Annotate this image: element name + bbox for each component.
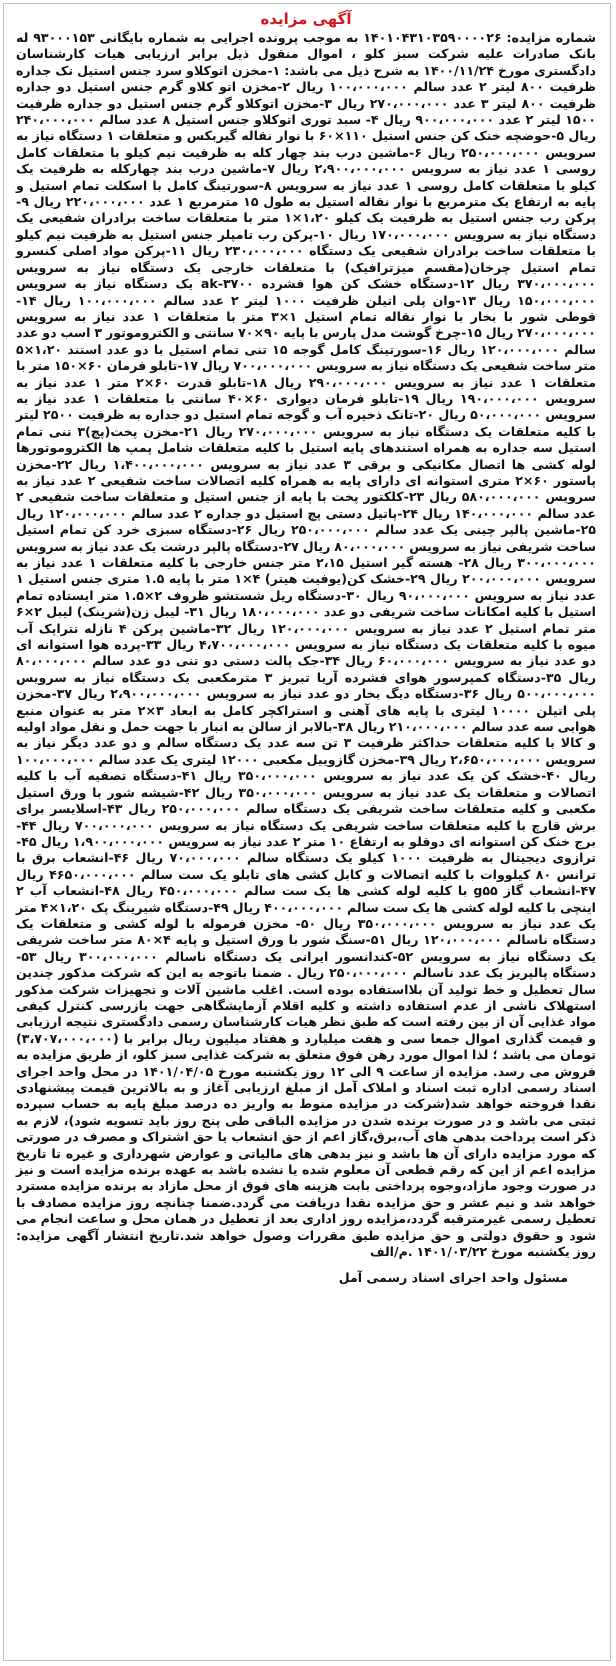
notice-signature: مسئول واحد اجرای اسناد رسمی آمل bbox=[338, 1270, 568, 1286]
notice-body: شماره مزایده: ۱۴۰۱۰۴۳۱۰۳۵۹۰۰۰۰۲۶ به موجب پرونده اجرایی به شماره بایگانی ۹۳۰۰۰۱۵۳ له بانک صادرات علیه شرکت سبز کلو ، اموال منقول ذیل برابر ارزیابی هیات کارشناسان دادگستری مورخ ۱۴۰۰/۱۱/۲۴ به شرح ذیل می باشد: ۱-مخزن اتوکلاو سرد جنس استیل تک جداره ظرفیت ۸۰۰ لیتر ۲ عدد سالم ۱۰۰،۰۰۰،۰۰۰ ریال ۲-مخزن اتو کلاو گرم جنس استیل دو جداره ظرفیت ۸۰۰ لیتر ۳ عدد ۲۷۰،۰۰۰،۰۰۰ ریال ۳-مخزن اتوکلاو گرم جنس استیل دو جداره ظرفیت ۱۵۰۰ لیتر ۲ عدد ۹۰۰،۰۰۰،۰۰۰ ریال ۴- سبد توری اتوکلاو جنس استیل ۸ عدد سالم ۲۴۰،۰۰۰،۰۰۰ ریال ۵-حوضچه خنک کن جنس استیل ۱۱۰×۶۰ با نوار نقاله گیربکس و متعلقات ۱ دستگاه نیاز به سرویس ۲۵۰،۰۰۰،۰۰۰ ریال ۶-ماشین درب بند چهار کله به ظرفیت نیم کیلو با متعلقات کامل روسی ۱ عدد نیاز به سرویس ۲،۹۰۰،۰۰۰،۰۰۰ ریال ۷-ماشین درب بند چهارکله به ظرفیت یک کیلو با متعلقات کامل روسی ۱ عدد نیاز به سرویس ۸-سورتینگ کامل با اسکلت تمام استیل و پایه به ارتفاع یک مترمربع با نوار نقاله استیل به طول ۱۵ مترمربع ۱ عدد ۲۲۰،۰۰۰،۰۰۰ ریال ۹-پرکن رب جنس استیل به ظرفیت یک کیلو ۱،۲۰×۱ متر با متعلقات ساخت برادران شفیعی یک دستگاه نیاز به سرویس ۱۷۰،۰۰۰،۰۰۰ ریال ۱۰-پرکن رب تامپلر جنس استیل به ظرفیت نیم کیلو با متعلقات ساخت برادران شفیعی یک دستگاه ۲۳۰،۰۰۰،۰۰۰ ریال ۱۱-پرکن مواد اصلی کنسرو تمام استیل چرخان(مقسم میزترافیک) با متعلقات خارجی یک دستگاه نیاز به سرویس ۳۷۰،۰۰۰،۰۰۰ ریال ۱۲-دستگاه خشک کن هوا فشرده ak-۳۷۰۰ یک دستگاه نیاز به سرویس ۱۵۰،۰۰۰،۰۰۰ ریال ۱۳-وان پلی اتیلن ظرفیت ۱۰۰۰ لیتر ۲ عدد سالم ۱۰۰،۰۰۰،۰۰۰ ریال ۱۴-قوطی شور با بخار با نوار نقاله تمام استیل ۱×۳ متر با متعلقات ۱ عدد نیاز به سرویس ۲۷۰،۰۰۰،۰۰۰ ریال ۱۵-چرخ گوشت مدل پارس با پایه ۹۰×۷۰ سانتی و الکتروموتور ۳ اسب دو عدد سالم ۱۲۰،۰۰۰،۰۰۰ ریال ۱۶-سورتینگ کامل گوجه ۱۵ تنی تمام استیل با دو عدد استند ۱،۲۰×۵ متر ساخت شفیعی یک دستگاه نیاز به سرویس ۷۰۰،۰۰۰،۰۰۰ ریال ۱۷-تابلو فرمان ۶۰×۱۵۰ متر با متعلقات ۱ عدد نیاز به سرویس ۲۹۰،۰۰۰،۰۰۰ ریال ۱۸-تابلو قدرت ۶۰×۲ متر ۱ عدد نیاز به سرویس ۱۹۰،۰۰۰،۰۰۰ ریال ۱۹-تابلو فرمان دیواری ۶۰×۴۰ سانتی با متعلقات ۱ عدد نیاز به سرویس ۵۰،۰۰۰،۰۰۰ ریال ۲۰-تانک ذخیره آب و گوجه تمام استیل دو جداره به ظرفیت ۲۵۰۰ لیتر با کلیه متعلقات یک دستگاه نیاز به سرویس ۲۷۰،۰۰۰،۰۰۰ ریال ۲۱-مخزن پخت(پچ)۳ تنی تمام استیل سه جداره به همراه استندهای پایه استیل با کلیه متعلقات شامل پمپ ها الکتروموتورها لوله کشی ها اتصال مکانیکی و برقی ۳ عدد نیاز به سرویس ۱،۴۰۰،۰۰۰،۰۰۰ ریال ۲۲-مخزن پاستور ۶۰×۲ متری استوانه ای دارای پایه به همراه کلیه اتصالات ساخت شفیعی ۲ عدد نیاز به سرویس ۵۸۰،۰۰۰،۰۰۰ ریال ۲۳-کلکتور پخت با پایه از جنس استیل و متعلقات ساخت شفیعی ۲ عدد سالم ۱۴۰،۰۰۰،۰۰۰ ریال ۲۴-پاتیل دستی پچ استیل دو جداره ۲ عدد سالم ۱۲۰،۰۰۰،۰۰۰ ریال ۲۵-ماشین پالپر چینی یک عدد سالم ۲۵۰،۰۰۰،۰۰۰ ریال ۲۶-دستگاه سبزی خرد کن تمام استیل ساخت شریفی نیاز به سرویس ۸۰،۰۰۰،۰۰۰ ریال ۲۷-دستگاه پالپر درشت یک عدد نیاز به سرویس ۳۰۰،۰۰۰،۰۰۰ ریال ۲۸- هسته گیر استیل ۲،۱۵ متر جنس خارجی با کلیه متعلقات ۱ عدد نیاز به سرویس ۲۰۰،۰۰۰،۰۰۰ ریال ۲۹-خشک کن(یوفیت هیتر) ۴×۱ متر با پایه ۱.۵ متری جنس استیل ۱ عدد نیاز به سرویس ۹۰،۰۰۰،۰۰۰ ریال ۳۰-دستگاه ریل شستشو ظروف ۲×۱.۵ متر ایستاده تمام استیل با کلیه امکانات ساخت شریفی دو عدد ۱۸۰،۰۰۰،۰۰۰ ریال ۳۱- لیبل زن(شرینک) لیبل ۲×۶ متر تمام استیل ۲ عدد نیاز به سرویس ۱۲۰،۰۰۰،۰۰۰ ریال ۳۲-ماشین پرکن ۴ نازله تتراپک آب میوه با کلیه متعلقات یک دستگاه نیاز به سرویس ۴،۷۰۰،۰۰۰،۰۰۰ ریال ۳۳-پرده هوا استوانه ای دو عدد نیاز به سرویس ۶۰،۰۰۰،۰۰۰ ریال ۳۴-جک پالت دستی دو تنی دو عدد سالم ۸۰،۰۰۰،۰۰۰ ریال ۳۵-دستگاه کمپرسور هوای فشرده آریا تبریز ۳ مترمکعبی یک دستگاه نیاز به سرویس ۵۰۰،۰۰۰،۰۰۰ ریال ۳۶-دستگاه دیگ بخار دو عدد نیاز به سرویس ۲،۹۰۰،۰۰۰،۰۰۰ ریال ۳۷-مخزن پلی اتیلن ۱۰۰۰۰ لیتری با پایه های آهنی و استراکچر کامل به ابعاد ۳×۲ متر به عنوان منبع هوایی سه عدد سالم ۲۱۰،۰۰۰،۰۰۰ ریال ۳۸-بالابر از سالن به انبار با جهت حمل و نقل مواد اولیه و کالا با کلیه متعلقات حداکثر ظرفیت ۳ تن سه عدد یک دستگاه سالم و دو عدد دیگر نیاز به سرویس ۲،۶۵۰،۰۰۰،۰۰۰ ریال ۳۹-مخزن گازوییل مکعبی ۱۲۰۰۰ لیتری یک عدد سالم ۱۰۰،۰۰۰،۰۰۰ ریال ۴۰-خشک کن یک عدد نیاز به سرویس ۳۵۰،۰۰۰،۰۰۰ ریال ۴۱-دستگاه تصفیه آب با کلیه اتصالات و متعلقات یک عدد نیاز به سرویس ۳۵۰،۰۰۰،۰۰۰ ریال ۴۲-شیشه شور با ورق استیل مکعبی و کلیه متعلقات ساخت شریفی یک دستگاه سالم ۲۵۰،۰۰۰،۰۰۰ ریال ۴۳-اسلایسر برای برش قارچ با کلیه متعلقات ساخت شریفی یک دستگاه نیاز به سرویس ۷۰۰،۰۰۰،۰۰۰ ریال ۴۴-برج خنک کن استوانه ای دوقلو به ارتفاع ۱۰ متر ۲ عدد نیاز به سرویس ۱،۹۰۰،۰۰۰،۰۰۰ ریال ۴۵-ترازوی دیجیتال به ظرفیت ۱۰۰۰ کیلو یک دستگاه سالم ۷۰،۰۰۰،۰۰۰ ریال ۴۶-انشعاب برق با ترانس ۸۰ کیلووات با کلیه اتصالات و کابل کشی های تابلو یک ست سالم ۴۶۵۰،۰۰۰،۰۰۰ ریال ۴۷-انشعاب گاز g۵۵ با کلیه لوله کشی ها یک ست سالم ۴۵۰،۰۰۰،۰۰۰ ریال ۴۸-انشعاب آب ۲ اینچی با کلیه لوله کشی ها یک ست سالم ۴۰۰،۰۰۰،۰۰۰ ریال ۴۹-دستگاه شیرینگ پک ۱،۲۰×۴ متر یک عدد نیاز به سرویس ۳۵۰،۰۰۰،۰۰۰ ریال ۵۰- مخزن فرموله با لوله کشی و متعلقات یک دستگاه ناسالم ۱۲۰،۰۰۰،۰۰۰ ریال ۵۱-سنگ شور با ورق استیل و پایه ۴×۸۰ متر ساخت شریفی یک دستگاه نیاز به سرویس ۵۲-کندانسور ایرانی یک دستگاه ناسالم ۳۰۰،۰۰۰،۰۰۰ ریال ۵۳-دستگاه پالپریز یک عدد ناسالم ۲۵۰،۰۰۰،۰۰۰ ریال . ضمنا باتوجه به این که شرکت مذکور چندین سال تعطیل و خط تولید آن بلااستفاده بوده است. اغلب ماشین آلات و تجهیزات شرکت مذکور استهلاک ناشی از عدم استفاده داشته و کلیه اقلام آزمایشگاهی جهت بازرسی کنترل کیفی مواد غذایی آن از بین رفته است که طبق نظر هیات کارشناسان رسمی دادگستری نتیجه ارزیابی و قیمت گذاری اموال جمعا سی و هفت میلیارد و هفتاد میلیون ریال برابر با (۳،۷۰۷،۰۰۰،۰۰۰) تومان می باشد ؛ لذا اموال مورد رهن فوق متعلق به شرکت غذایی سبز کلو، از طریق مزایده به فروش می رسد. مزایده از ساعت ۹ الی ۱۲ روز یکشنبه مورخ ۱۴۰۱/۰۴/۰۵ در محل واحد اجرای اسناد رسمی اداره ثبت اسناد و املاک آمل از مبلغ ارزیابی آغاز و به بالاترین قیمت پیشنهادی نقدا فروخته خواهد شد(شرکت در مزایده منوط به واریز ده درصد مبلغ پایه به حساب سپرده ثبتی می باشد و در صورت برنده شدن در مزایده الباقی طی پنج روز باید تسویه شود)، لازم به ذکر است پرداخت بدهی های آب،برق،گاز اعم از حق انشعاب یا حق اشتراک و مصرف در صورتی که مورد مزایده دارای آن ها باشد و نیز بدهی های مالیاتی و عوارض شهرداری و غیره تا تاریخ مزایده اعم از این که رقم قطعی آن معلوم شده یا نشده باشد به عهده برنده مزایده است و نیز در صورت وجود مازاد،وجوه پرداختی بابت هزینه های فوق از محل مازاد به برنده مزایده مسترد خواهد شد و نیم عشر و حق مزایده نقدا دریافت می گردد.ضمنا چنانچه روز مزایده مصادف با تعطیل رسمی غیرمترقبه گردد،مزایده روز اداری بعد از تعطیل در همان محل و ساعت انجام می شود و حقوق دولتی و حق مزایده طبق مقررات وصول خواهد شد.تاریخ انتشار آگهی مزایده: روز یکشنبه مورخ ۱۴۰۱/۰۳/۲۲ .م/الف bbox=[16, 30, 597, 1260]
auction-notice bbox=[3, 3, 611, 1661]
notice-title: آگهی مزایده bbox=[260, 10, 352, 28]
